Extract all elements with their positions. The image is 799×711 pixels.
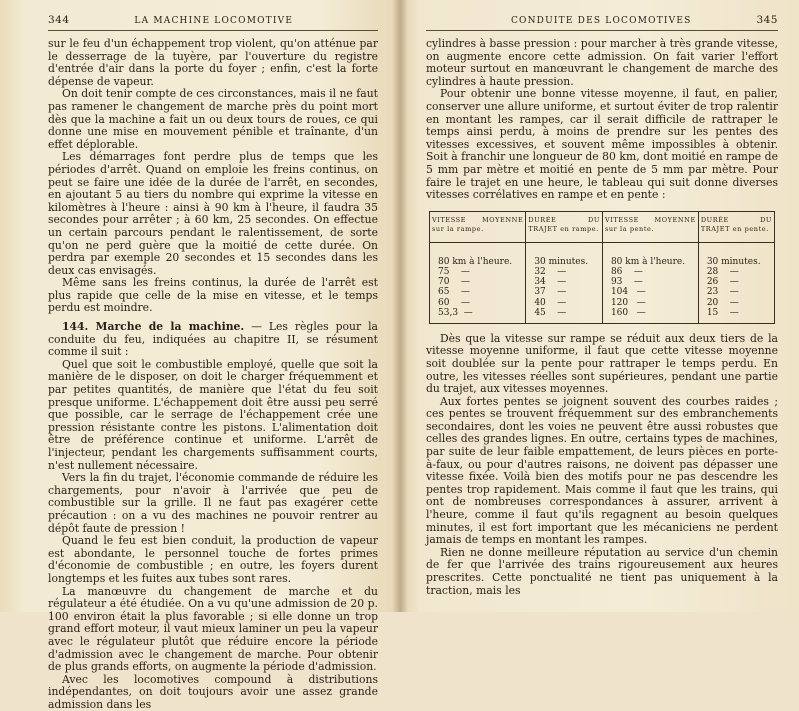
table-cell: 26 — bbox=[706, 277, 739, 288]
table-cell: 34 — bbox=[534, 277, 567, 288]
table-cell: 30 minutes. bbox=[706, 256, 761, 267]
table-cell: 160 — bbox=[610, 307, 646, 318]
table-column bbox=[526, 242, 603, 323]
table-cell: 40 — bbox=[534, 297, 567, 308]
table-header: VITESSE MOYENNE sur la pente. bbox=[602, 212, 698, 243]
paragraph: Les démarrages font perdre plus de temps que les périodes d'arrêt. Quand on emploie les freins continus, on peut se faire une idée de la durée de l'arrêt, en secondes, en ajoutant 5 au tiers du nombre qui exprime la vitesse en kilomètres à l'heure : ainsi à 90 km à l'heure, il faudra 35 secondes pour arrêter ; à 60 km, 25 secondes. On effectue un certain parcours pendant le ralentissement, de sorte qu'on ne perd guère que la moitié de cette durée. On perdra par exemple 20 secondes et 15 secondes dans les deux cas envisagés. bbox=[48, 150, 378, 277]
table-cell: 28 — bbox=[706, 266, 739, 277]
paragraph: On doit tenir compte de ces circonstances, mais il ne faut pas ramener le changement de marche près du point mort dès que la machine a fait un ou deux tours de roues, ce qui donne une mise en mouvement pénible et traînante, d'un effet déplorable. bbox=[48, 87, 378, 151]
table-column bbox=[698, 242, 774, 323]
table-row bbox=[430, 242, 774, 323]
section-paragraph bbox=[48, 321, 378, 359]
paragraph: La manœuvre du changement de marche et du régulateur a été étudiée. On a vu qu'une admission de 20 p. 100 environ était la plus favorable ; si elle donne un trop grand effort moteur, il vaut mieux laminer un peu la vapeur avec le régulateur plutôt que réduire encore la période d'admission avec le changement de marche. Pour obtenir de plus grands efforts, on augmente la période d'admission. bbox=[48, 584, 378, 674]
table-cell: 86 — bbox=[610, 266, 643, 277]
header-rule bbox=[48, 30, 378, 31]
table-header-row bbox=[430, 212, 774, 243]
table-cell: 75 — bbox=[438, 266, 470, 277]
table-cell: 93 — bbox=[610, 277, 643, 288]
running-title: CONDUITE DES LOCOMOTIVES bbox=[510, 16, 692, 26]
table-cell: 20 — bbox=[706, 297, 739, 308]
paragraph: Aux fortes pentes se joignent souvent des courbes raides ; ces pentes se trouvent fréquemment sur des embranchements secondaires, dont les voies ne peuvent être aussi robustes que celles des grandes lignes. En outre, certains types de machines, par suite de leur faible empattement, de leurs pièces en porte-à-faux, ou pour d'autres raisons, ne doivent pas dépasser une vitesse fixée. Voilà bien des motifs pour ne pas descendre les pentes trop rapidement. Mais comme il faut que les trains, qui ont de nombreuses correspondances à assurer, arrivent à l'heure, comme il faut qu'ils regagnent au besoin quelques minutes, il est fort important que les mécaniciens ne perdent jamais de temps en montant les rampes. bbox=[426, 394, 778, 547]
table-cell: 60 — bbox=[438, 297, 470, 308]
left-page-body bbox=[48, 38, 378, 711]
paragraph: cylindres à basse pression : pour marcher à très grande vitesse, on augmente encore cette admission. On fait varier l'effort moteur surtout en manœuvrant le changement de marche des cylindres à haute pression. bbox=[426, 37, 778, 88]
table-header: DURÉE DU TRAJET en rampe. bbox=[526, 212, 603, 243]
table-cell: 80 km à l'heure. bbox=[438, 256, 513, 267]
table-header: VITESSE MOYENNE sur la rampe. bbox=[430, 212, 526, 243]
paragraph: Même sans les freins continus, la durée de l'arrêt est plus rapide que celle de la mise en vitesse, et le temps perdu est moindre. bbox=[48, 276, 378, 315]
table-cell: 104 — bbox=[610, 287, 646, 298]
paragraph: Avec les locomotives compound à distributions indépendantes, on doit toujours avoir une assez grande admission dans les bbox=[48, 672, 378, 711]
table-cell: 80 km à l'heure. bbox=[610, 256, 686, 267]
left-page-header bbox=[48, 14, 378, 26]
paragraph: sur le feu d'un échappement trop violent, qu'on atténue par le desserrage de la tuyère, par l'ouverture du registre d'entrée d'air dans la porte du foyer ; enfin, c'est la forte dépense de vapeur. bbox=[48, 37, 378, 88]
table-cell: 30 minutes. bbox=[534, 256, 589, 267]
right-page-body bbox=[426, 38, 778, 597]
table-cell: 32 — bbox=[534, 266, 567, 277]
paragraph: Pour obtenir une bonne vitesse moyenne, il faut, en palier, conserver une allure uniforme, et surtout éviter de trop ralentir en montant les rampes, car il serait difficile de rattraper le temps ainsi perdu, à moins de prendre sur les pentes des vitesses excessives, et souvent même impossibles à obtenir. Soit à franchir une longueur de 80 km, dont moitié en rampe de 5 mm par mètre et moitié en pente de 5 mm par mètre. Pour faire le trajet en une heure, le tableau qui suit donne diverses vitesses corrélatives en rampe et en pente : bbox=[426, 87, 778, 202]
table-cell: 15 — bbox=[706, 307, 739, 318]
table-cell: 70 — bbox=[438, 277, 470, 288]
paragraph: Quand le feu est bien conduit, la production de vapeur est abondante, le personnel touche de fortes primes d'économie de combustible ; en outre, les foyers durent longtemps et les fuites aux tubes sont rares. bbox=[48, 534, 378, 585]
table-cell: 37 — bbox=[534, 287, 567, 298]
table-cell: 23 — bbox=[706, 287, 739, 298]
table-cell: 65 — bbox=[438, 287, 470, 298]
table-cell: 53,3 — bbox=[438, 307, 473, 318]
speed-table-grid bbox=[430, 212, 774, 323]
section-intro: — Les règles pour la conduite du feu, indiquées au chapitre II, se résument comme il suit : bbox=[48, 320, 378, 359]
table-column bbox=[430, 242, 526, 323]
paragraph: Rien ne donne meilleure réputation au service d'un chemin de fer que l'arrivée des trains rigoureusement aux heures prescrites. Cette ponctualité ne tient pas uniquement à la traction, mais les bbox=[426, 545, 778, 597]
right-page-header bbox=[426, 14, 778, 26]
table-cell: 45 — bbox=[534, 307, 567, 318]
book-gutter bbox=[392, 0, 408, 612]
page-number: 344 bbox=[48, 14, 70, 26]
table-column bbox=[602, 242, 698, 323]
running-title: LA MACHINE LOCOMOTIVE bbox=[134, 16, 294, 26]
header-rule bbox=[426, 30, 778, 31]
right-page bbox=[400, 0, 799, 612]
speed-table bbox=[429, 211, 775, 324]
paragraph: Dès que la vitesse sur rampe se réduit aux deux tiers de la vitesse moyenne uniforme, il faut que cette vitesse moyenne soit doublée sur la pente pour rattraper le temps perdu. En outre, les vitesses réelles sont supérieures, pendant une partie du trajet, aux vitesses moyennes. bbox=[426, 331, 778, 396]
table-header: DURÉE DU TRAJET en pente. bbox=[698, 212, 774, 243]
paragraph: Vers la fin du trajet, l'économie commande de réduire les chargements, pour n'avoir à l'arrivée que peu de combustible sur la grille. Il ne faut pas exagérer cette précaution : on a vu des machines ne pouvoir rentrer au dépôt faute de pression ! bbox=[48, 471, 378, 535]
table-cell: 120 — bbox=[610, 297, 646, 308]
section-heading: 144. Marche de la machine. bbox=[62, 320, 245, 334]
page-number: 345 bbox=[756, 14, 778, 26]
paragraph: Quel que soit le combustible employé, quelle que soit la manière de le disposer, on doit le charger fréquemment et par petites quantités, de manière que l'état du feu soit presque uniforme. L'échappement doit être aussi peu serré que possible, car le serrage de l'échappement crée une pression résistante contre les pistons. L'alimentation doit être de préférence continue et uniforme. L'arrêt de l'injecteur, pendant les chargements suffisamment courts, n'est nullement nécessaire. bbox=[48, 357, 378, 472]
